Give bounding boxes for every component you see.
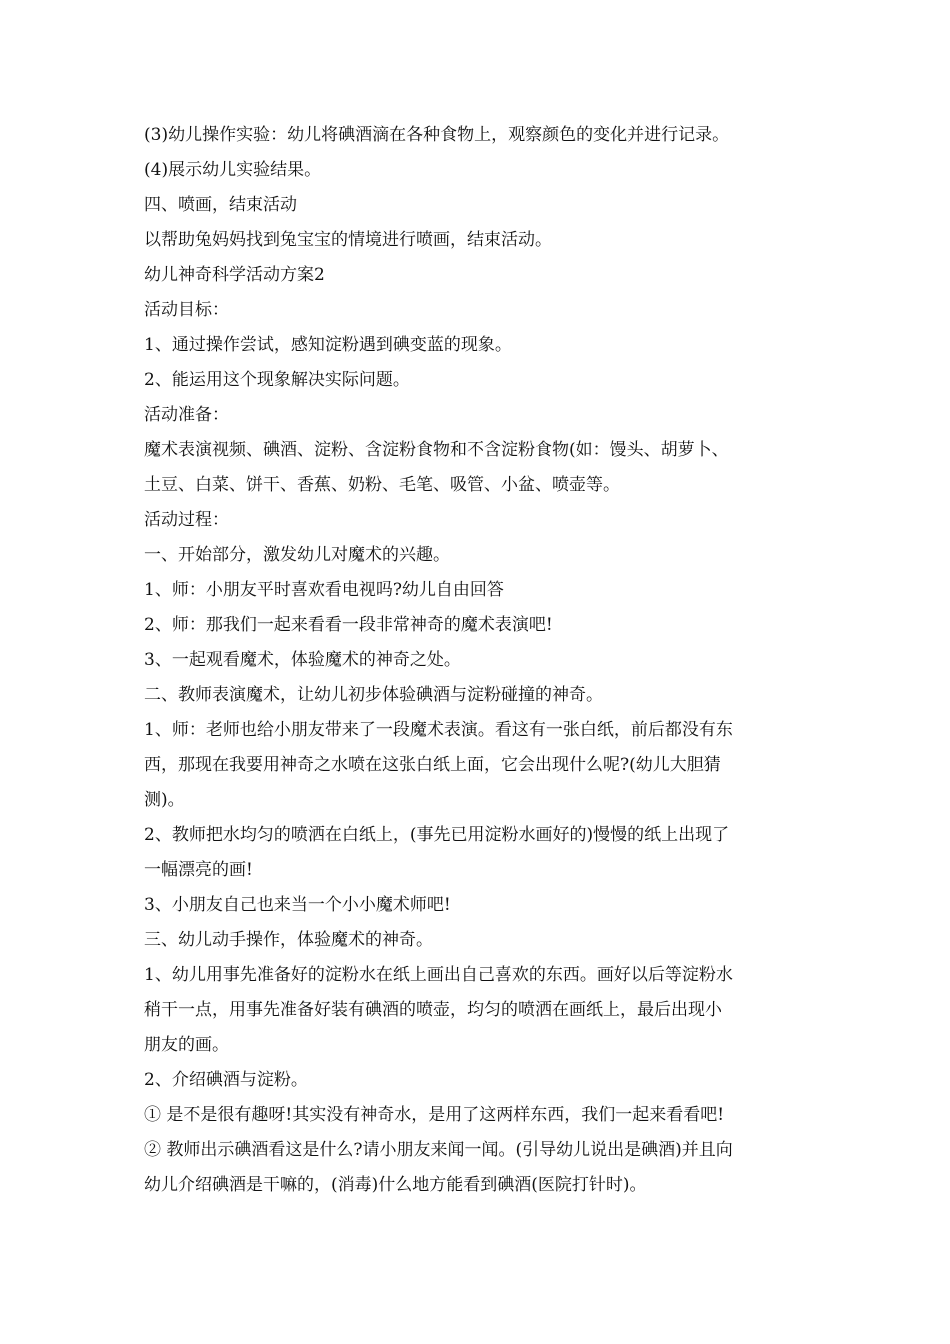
plan-title: 幼儿神奇科学活动方案2 [144,265,325,285]
text-line: 测)。 [144,790,185,810]
text-line: 1、幼儿用事先准备好的淀粉水在纸上画出自己喜欢的东西。画好以后等淀粉水 [144,965,733,985]
text-line: 2、介绍碘酒与淀粉。 [144,1070,308,1090]
section-heading: 四、喷画，结束活动 [144,195,297,215]
text-line: 2、教师把水均匀的喷洒在白纸上，(事先已用淀粉水画好的)慢慢的纸上出现了 [144,825,730,845]
text-line: (3)幼儿操作实验：幼儿将碘酒滴在各种食物上，观察颜色的变化并进行记录。 [144,125,730,145]
text-line: (4)展示幼儿实验结果。 [144,160,322,180]
text-line: 1、通过操作尝试，感知淀粉遇到碘变蓝的现象。 [144,335,512,355]
text-line: 西，那现在我要用神奇之水喷在这张白纸上面，它会出现什么呢?(幼儿大胆猜 [144,755,721,775]
text-line: 魔术表演视频、碘酒、淀粉、含淀粉食物和不含淀粉食物(如：馒头、胡萝卜、 [144,440,729,460]
text-line: ② 教师出示碘酒看这是什么?请小朋友来闻一闻。(引导幼儿说出是碘酒)并且向 [144,1140,733,1160]
text-line: 2、能运用这个现象解决实际问题。 [144,370,410,390]
text-line: 一幅漂亮的画! [144,860,253,880]
section-heading: 三、幼儿动手操作，体验魔术的神奇。 [144,930,433,950]
document-body [144,118,814,1203]
text-line: 以帮助兔妈妈找到兔宝宝的情境进行喷画，结束活动。 [144,230,552,250]
text-line: 幼儿介绍碘酒是干嘛的，(消毒)什么地方能看到碘酒(医院打针时)。 [144,1175,647,1195]
text-line: 稍干一点，用事先准备好装有碘酒的喷壶，均匀的喷洒在画纸上，最后出现小 [144,1000,722,1020]
section-heading: 活动过程： [144,510,229,530]
text-line: 1、师：小朋友平时喜欢看电视吗?幼儿自由回答 [144,580,504,600]
text-line: 2、师：那我们一起来看看一段非常神奇的魔术表演吧! [144,615,553,635]
text-line: 3、一起观看魔术，体验魔术的神奇之处。 [144,650,461,670]
section-heading: 一、开始部分，激发幼儿对魔术的兴趣。 [144,545,450,565]
text-line: 1、师：老师也给小朋友带来了一段魔术表演。看这有一张白纸，前后都没有东 [144,720,733,740]
text-line: 3、小朋友自己也来当一个小小魔术师吧! [144,895,451,915]
text-line: 土豆、白菜、饼干、香蕉、奶粉、毛笔、吸管、小盆、喷壶等。 [144,475,620,495]
section-heading: 活动目标： [144,300,229,320]
text-line: 朋友的画。 [144,1035,229,1055]
section-heading: 活动准备： [144,405,229,425]
text-line: ① 是不是很有趣呀!其实没有神奇水，是用了这两样东西，我们一起来看看吧! [144,1105,725,1125]
section-heading: 二、教师表演魔术，让幼儿初步体验碘酒与淀粉碰撞的神奇。 [144,685,603,705]
